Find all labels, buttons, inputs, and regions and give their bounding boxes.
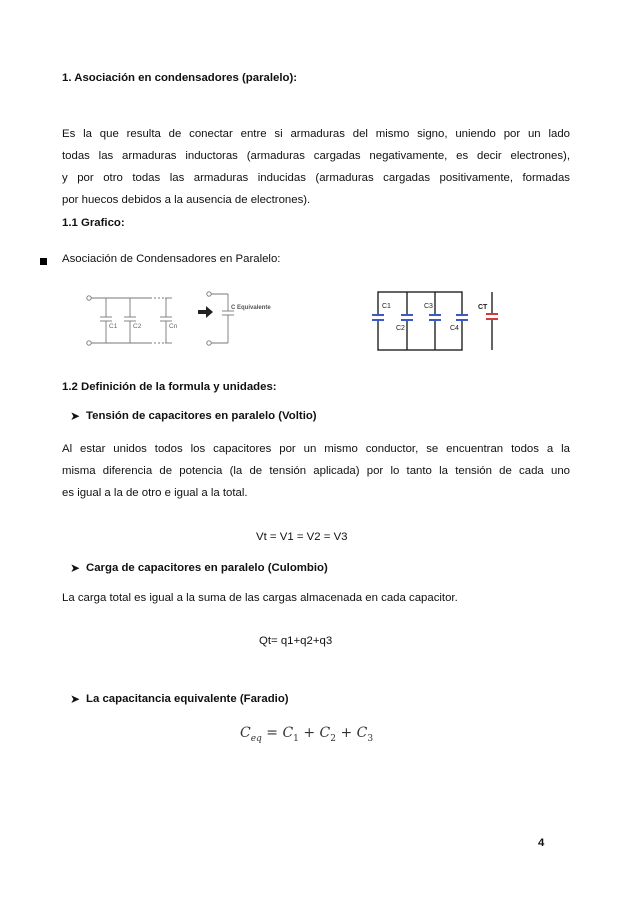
cap-label-c1: C1: [109, 323, 118, 330]
equivalent-label: C Equivalente: [231, 305, 271, 311]
charge-paragraph: La carga total es igual a la suma de las cargas almacenada en cada capacitor.: [62, 592, 458, 604]
cap-label-c2: C2: [133, 323, 142, 330]
cap-label-c3: C3: [424, 303, 433, 310]
parallel-circuit-diagram-left: [82, 286, 292, 356]
paragraph-line: Es la que resulta de conectar entre si armaduras del mismo signo, uniendo por un lado: [62, 128, 570, 140]
paragraph-voltage: [62, 438, 570, 504]
voltage-formula: Vt = V1 = V2 = V3: [256, 531, 348, 543]
paragraph-line: Al estar unidos todos los capacitores por un mismo conductor, se encuentran todos a la: [62, 443, 570, 455]
paragraph-line: todas las armaduras inductoras (armaduras cargadas negativamente, es decir electrones),: [62, 150, 570, 162]
section-heading-1-2: 1.2 Definición de la formula y unidades:: [62, 381, 277, 393]
paragraph-line: por huecos debidos a la ausencia de electrones).: [62, 194, 311, 206]
cap-label-c2: C2: [396, 325, 405, 332]
paragraph-line: misma diferencia de potencia (la de tensión aplicada) por lo tanto la tensión de cada uno: [62, 465, 570, 477]
arrow-bullet-icon: ➤: [70, 409, 81, 423]
arrow-bullet-icon: ➤: [70, 561, 81, 575]
square-bullet-icon: [40, 258, 47, 265]
cap-label-ct: CT: [478, 304, 488, 311]
arrow-bullet-icon: ➤: [70, 692, 81, 706]
paragraph-line: y por otro todas las armaduras inducidas (armaduras cargadas positivamente, formadas: [62, 172, 570, 184]
voltage-title: Tensión de capacitores en paralelo (Voltio): [86, 410, 317, 422]
charge-title: Carga de capacitores en paralelo (Culombio): [86, 562, 328, 574]
cap-label-c4: C4: [450, 325, 459, 332]
paragraph-intro: [62, 123, 570, 211]
page-number: 4: [538, 837, 545, 849]
paragraph-line: es igual a la de otro e igual a la total.: [62, 487, 248, 499]
parallel-circuit-diagram-right: [370, 288, 505, 354]
cap-label-c1: C1: [382, 303, 391, 310]
section-heading-1: 1. Asociación en condensadores (paralelo):: [62, 72, 298, 84]
charge-formula: Qt= q1+q2+q3: [259, 635, 333, 647]
bullet-text: Asociación de Condensadores en Paralelo:: [62, 253, 281, 265]
cap-label-cn: Cn: [169, 323, 178, 330]
arrow-right-icon: [198, 306, 213, 318]
capacitance-formula: $C_{eq} = C_1 + C_2 + C_3$: [240, 725, 374, 744]
section-heading-1-1: 1.1 Grafico:: [62, 217, 125, 229]
capacitance-title: La capacitancia equivalente (Faradio): [86, 693, 289, 705]
